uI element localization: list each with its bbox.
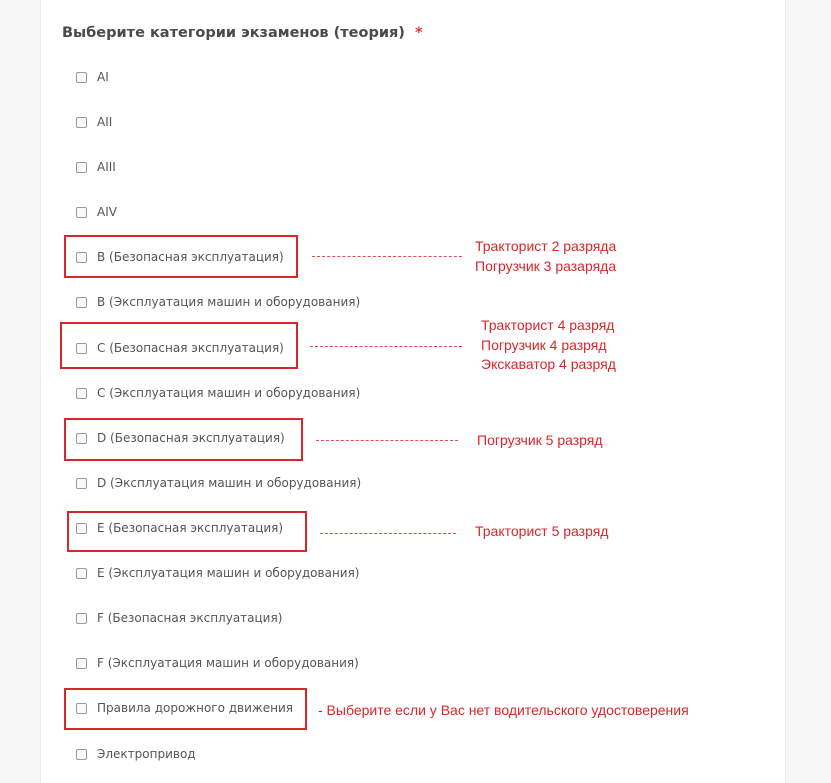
highlight-box-c xyxy=(60,322,298,369)
option-label: C (Безопасная эксплуатация) xyxy=(97,341,284,355)
option-label: AIV xyxy=(97,205,117,219)
option-f-safe[interactable] xyxy=(76,609,282,627)
option-f-operation[interactable] xyxy=(76,654,359,672)
checkbox[interactable] xyxy=(76,207,87,218)
highlight-box-e xyxy=(67,511,307,552)
checkbox[interactable] xyxy=(76,388,87,399)
option-aiii[interactable] xyxy=(76,158,116,176)
note-b xyxy=(475,236,616,276)
checkbox[interactable] xyxy=(76,72,87,83)
option-label: D (Безопасная эксплуатация) xyxy=(97,431,285,445)
required-asterisk: * xyxy=(414,25,423,41)
checkbox[interactable] xyxy=(76,117,87,128)
option-label: AIII xyxy=(97,160,116,174)
note-line: Экскаватор 4 разряд xyxy=(481,356,616,372)
option-label: AI xyxy=(97,70,109,84)
note-line: Погрузчик 5 разряд xyxy=(477,432,603,448)
checkbox[interactable] xyxy=(76,297,87,308)
option-label: B (Безопасная эксплуатация) xyxy=(97,250,284,264)
note-e xyxy=(475,521,608,541)
form-title-text: Выберите категории экзаменов (теория) xyxy=(62,25,405,41)
connector-line-b xyxy=(312,256,462,257)
highlight-box-traffic-rules xyxy=(64,688,307,730)
connector-line-e xyxy=(320,533,456,534)
option-ai[interactable] xyxy=(76,68,109,86)
option-electric-drive[interactable] xyxy=(76,745,196,763)
option-d-operation[interactable] xyxy=(76,474,361,492)
highlight-box-d xyxy=(64,418,303,461)
note-line: - Выберите если у Вас нет водительского удостоверения xyxy=(318,702,689,718)
connector-line-c xyxy=(310,346,462,347)
note-c xyxy=(481,316,616,375)
checkbox[interactable] xyxy=(76,658,87,669)
option-label: Электропривод xyxy=(97,747,196,761)
note-traffic-rules xyxy=(318,700,689,720)
option-label: B (Эксплуатация машин и оборудования) xyxy=(97,295,361,309)
note-line: Тракторист 5 разряд xyxy=(475,523,609,539)
note-d xyxy=(477,430,603,450)
highlight-box-b xyxy=(64,235,298,278)
option-c-operation[interactable] xyxy=(76,384,360,402)
connector-line-d xyxy=(316,440,458,441)
checkbox[interactable] xyxy=(76,568,87,579)
option-e-operation[interactable] xyxy=(76,564,360,582)
checkbox[interactable] xyxy=(76,162,87,173)
option-aii[interactable] xyxy=(76,113,112,131)
option-label: E (Эксплуатация машин и оборудования) xyxy=(97,566,360,580)
note-line: Погрузчик 4 разряд xyxy=(481,336,607,353)
checkbox[interactable] xyxy=(76,613,87,624)
option-b-operation[interactable] xyxy=(76,293,360,311)
option-label: E (Безопасная эксплуатация) xyxy=(97,521,284,535)
note-line: Тракторист 2 разряда xyxy=(475,238,617,254)
option-label: F (Безопасная эксплуатация) xyxy=(97,611,283,625)
option-aiv[interactable] xyxy=(76,203,117,221)
form-title xyxy=(62,25,423,41)
checkbox[interactable] xyxy=(76,478,87,489)
option-label: AII xyxy=(97,115,113,129)
checkbox[interactable] xyxy=(76,749,87,760)
option-label: F (Эксплуатация машин и оборудования) xyxy=(97,656,359,670)
option-label: C (Эксплуатация машин и оборудования) xyxy=(97,386,361,400)
option-label: Правила дорожного движения xyxy=(97,701,293,715)
note-line: Тракторист 4 разряд xyxy=(481,317,615,333)
option-label: D (Эксплуатация машин и оборудования) xyxy=(97,476,362,490)
note-line: Погрузчик 3 разаряда xyxy=(475,258,617,274)
